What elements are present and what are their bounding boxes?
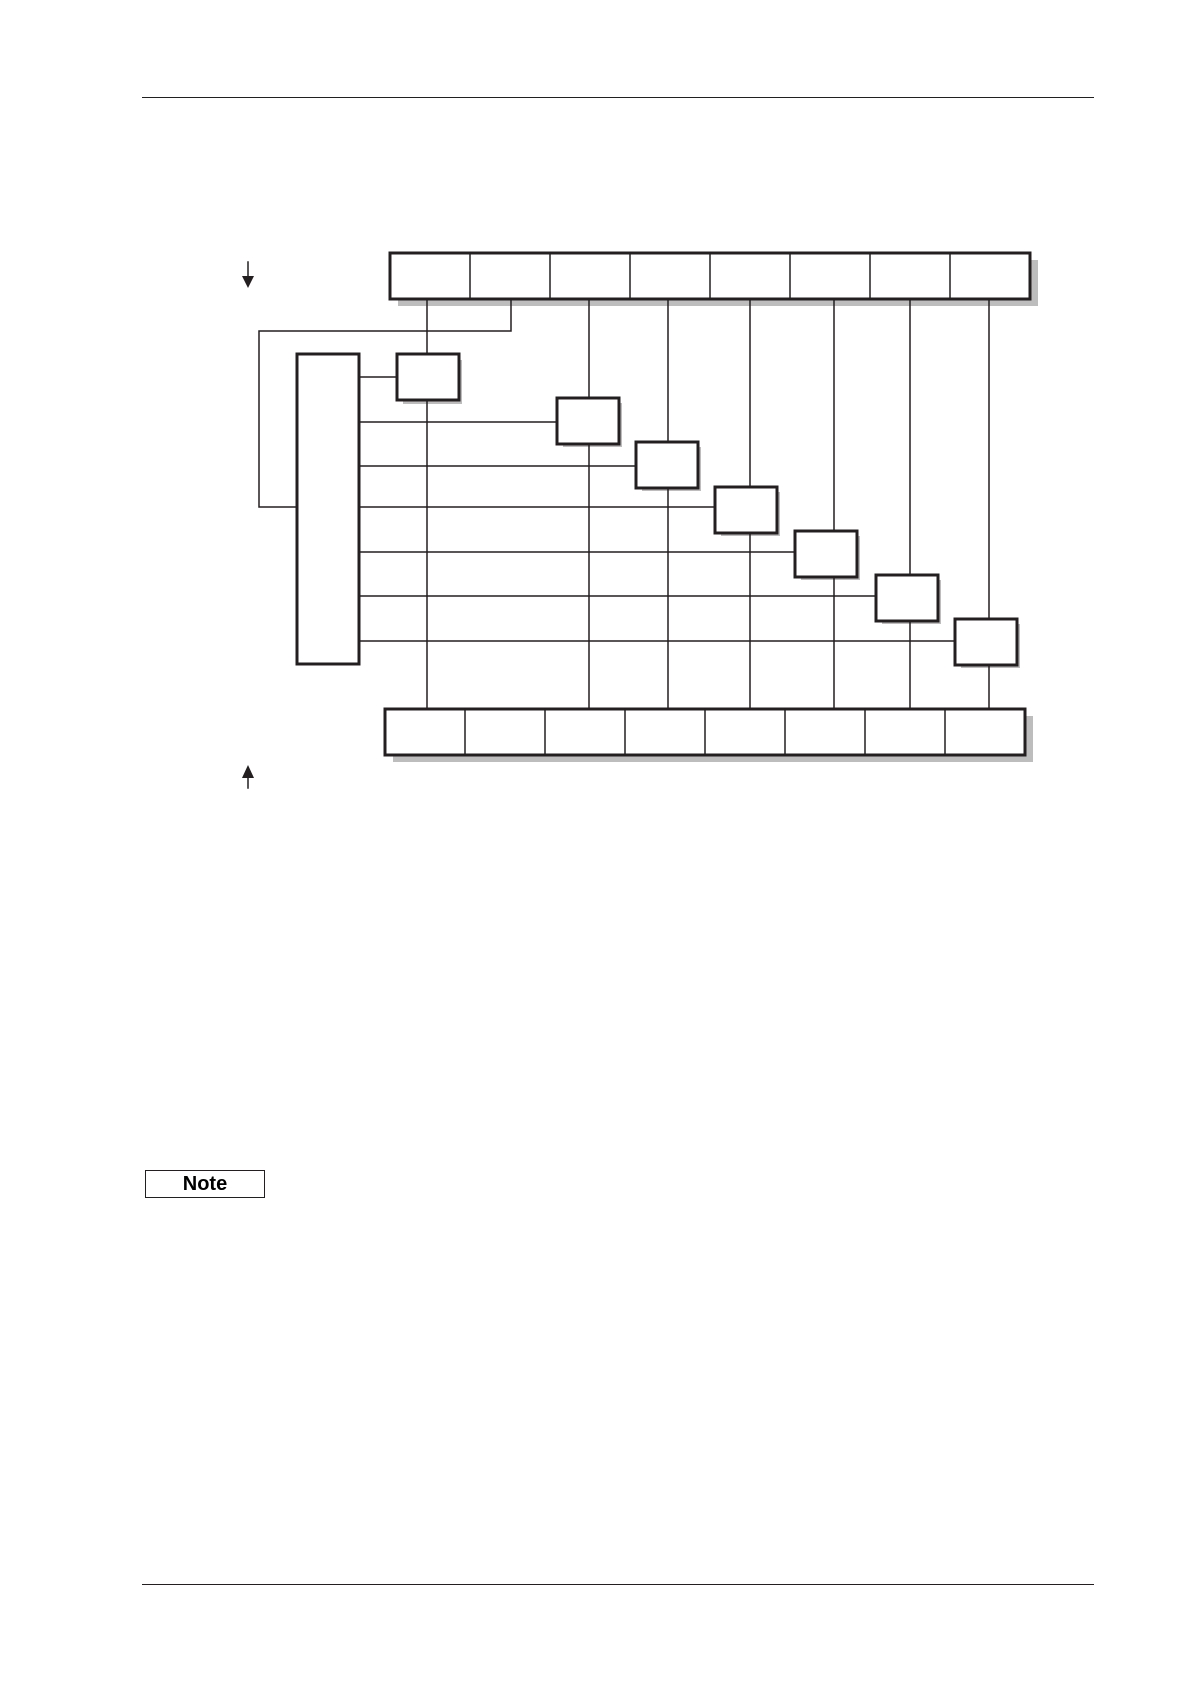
arrow-up-icon [242,765,254,778]
arrow-down-icon [242,276,254,288]
note-label: Note [145,1170,265,1198]
footer-rule [142,1584,1094,1585]
switch-box-4 [715,487,777,533]
switch-box-3 [636,442,698,488]
switch-box-2 [557,398,619,444]
register-diagram [0,0,1190,820]
switch-box-5 [795,531,857,577]
control-block [297,354,359,664]
switch-boxes [397,354,1017,665]
switch-box-6 [876,575,938,621]
switch-box-7 [955,619,1017,665]
fill-layer [385,253,1030,755]
arrow-heads [242,276,254,778]
switch-box-1 [397,354,459,400]
